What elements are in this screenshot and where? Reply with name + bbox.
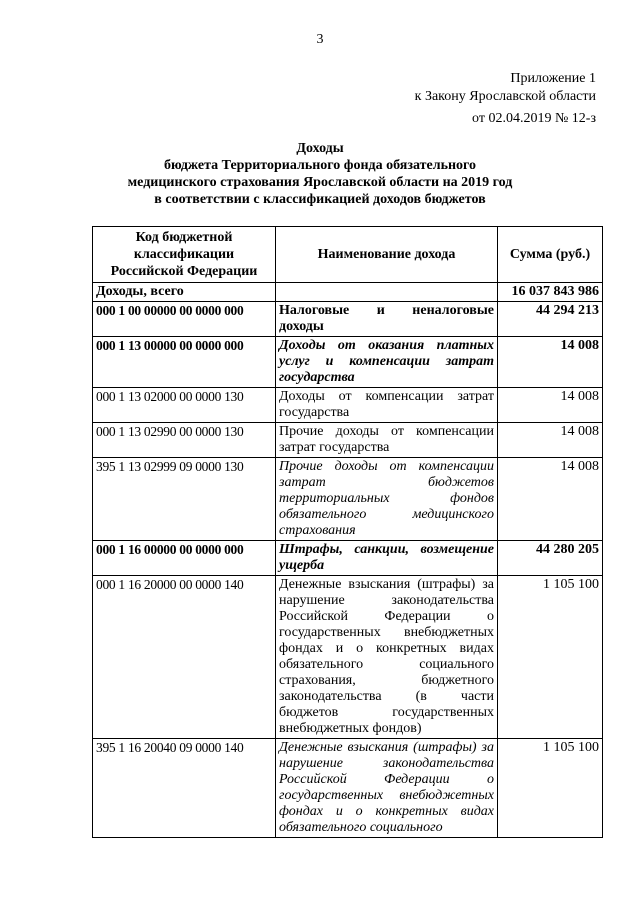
- row-code: 395 1 16 20040 09 0000 140: [93, 739, 276, 838]
- row-code: 000 1 13 00000 00 0000 000: [93, 337, 276, 388]
- row-name: Прочие доходы от компенсации затрат государства: [276, 423, 498, 458]
- row-name: Доходы от компенсации затрат государства: [276, 388, 498, 423]
- row-sum: 44 294 213: [498, 302, 603, 337]
- row-sum: 14 008: [498, 458, 603, 541]
- total-empty: [276, 283, 498, 302]
- row-name: Денежные взыскания (штрафы) за нарушение законодательства Российской Федерации о государственных внебюджетных фондах и о конкретных видах обязательного социального страхования, бюджетного законодательства (в части бюджетов государственных внебюджетных фондов): [276, 576, 498, 739]
- row-sum: 1 105 100: [498, 576, 603, 739]
- table-row: [93, 739, 603, 838]
- table-row-total: [93, 283, 603, 302]
- row-sum: 14 008: [498, 388, 603, 423]
- row-code: 000 1 00 00000 00 0000 000: [93, 302, 276, 337]
- row-code: 000 1 13 02000 00 0000 130: [93, 388, 276, 423]
- row-code: 000 1 16 20000 00 0000 140: [93, 576, 276, 739]
- row-sum: 14 008: [498, 423, 603, 458]
- total-sum: 16 037 843 986: [498, 283, 603, 302]
- income-table: [92, 226, 603, 838]
- title-line-2: бюджета Территориального фонда обязательного: [163, 158, 477, 173]
- row-code: 000 1 13 02990 00 0000 130: [93, 423, 276, 458]
- table-header-row: [93, 227, 603, 283]
- header-sum: Сумма (руб.): [498, 227, 603, 283]
- table-row: [93, 458, 603, 541]
- title-line-3: медицинского страхования Ярославской области на 2019 год: [127, 175, 513, 190]
- table-row: [93, 388, 603, 423]
- table-row: [93, 337, 603, 388]
- table-row: [93, 302, 603, 337]
- header-code: Код бюджетной классификации Российской Федерации: [93, 227, 276, 283]
- row-name: Денежные взыскания (штрафы) за нарушение законодательства Российской Федерации о государственных внебюджетных фондах и о конкретных видах обязательного социального: [276, 739, 498, 838]
- row-sum: 44 280 205: [498, 541, 603, 576]
- appendix-label: Приложение 1: [510, 71, 596, 86]
- table-row: [93, 541, 603, 576]
- appendix-law: к Закону Ярославской области: [414, 89, 596, 104]
- title-line-4: в соответствии с классификацией доходов бюджетов: [154, 192, 486, 207]
- table-row: [93, 423, 603, 458]
- row-code: 395 1 13 02999 09 0000 130: [93, 458, 276, 541]
- row-sum: 1 105 100: [498, 739, 603, 838]
- total-label: Доходы, всего: [93, 283, 276, 302]
- table-row: [93, 576, 603, 739]
- title-line-1: Доходы: [296, 141, 344, 156]
- header-name: Наименование дохода: [276, 227, 498, 283]
- document-title: [0, 140, 640, 208]
- row-name: Штрафы, санкции, возмещение ущерба: [276, 541, 498, 576]
- row-name: Налоговые и неналоговые доходы: [276, 302, 498, 337]
- row-name: Прочие доходы от компенсации затрат бюджетов территориальных фондов обязательного медицинского страхования: [276, 458, 498, 541]
- row-sum: 14 008: [498, 337, 603, 388]
- appendix-date: от 02.04.2019 № 12-з: [472, 111, 596, 126]
- page-number: 3: [316, 32, 324, 47]
- row-name: Доходы от оказания платных услуг и компенсации затрат государства: [276, 337, 498, 388]
- row-code: 000 1 16 00000 00 0000 000: [93, 541, 276, 576]
